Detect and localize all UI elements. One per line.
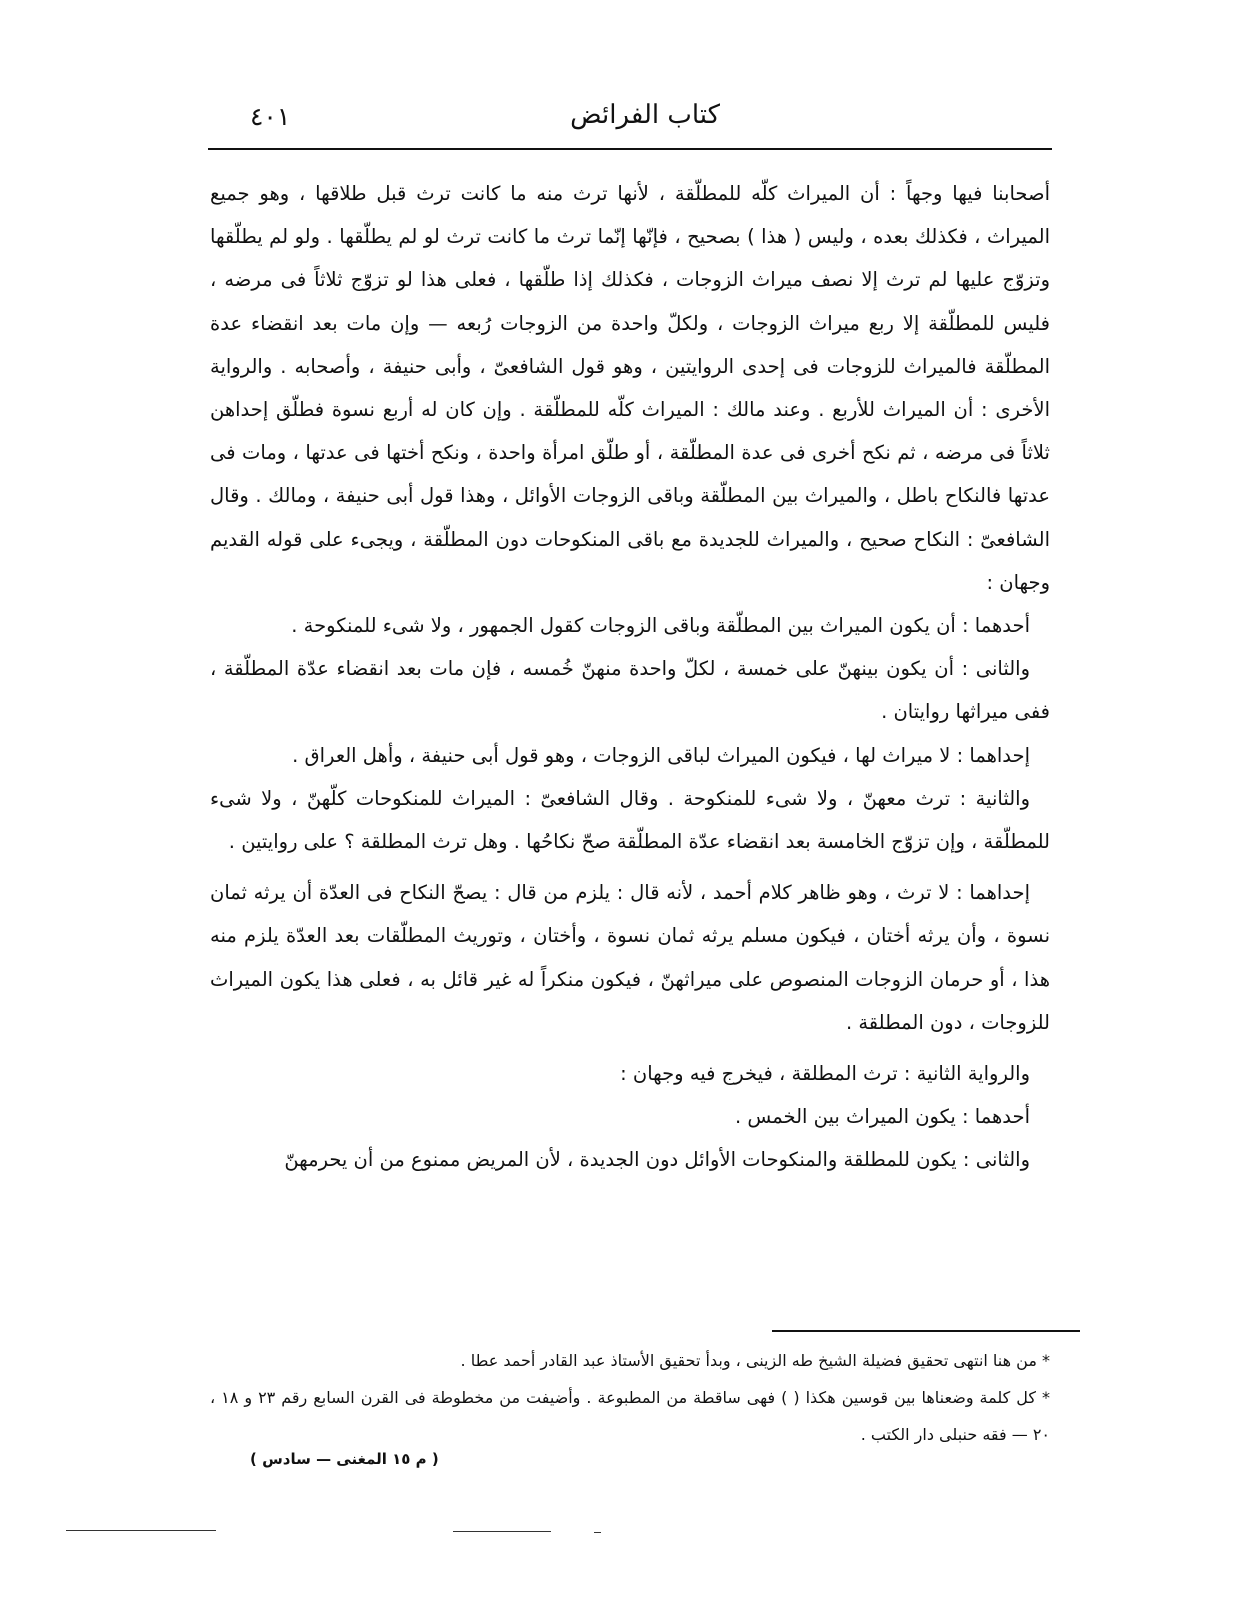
bottom-rule bbox=[66, 1530, 216, 1531]
volume-signature: ( م ١٥ المغنى — سادس ) bbox=[250, 1450, 439, 1468]
bottom-rule bbox=[453, 1531, 551, 1532]
footnote: * كل كلمة وضعناها بين قوسين هكذا ( ) فهى ساقطة من المطبوعة . وأضيفت من مخطوطة فى القرن السابع رقم ٢٣ و ١٨ ، ٢٠ — فقه حنبلى دار الكتب . bbox=[210, 1388, 1051, 1444]
paragraph: والثانى : يكون للمطلقة والمنكوحات الأوائل دون الجديدة ، لأن المريض ممنوع من أن يحرمهنّ bbox=[284, 1148, 1030, 1172]
footnotes bbox=[210, 1342, 1050, 1453]
page-header bbox=[210, 100, 1050, 140]
paragraph: إحداهما : لا ميراث لها ، فيكون الميراث لباقى الزوجات ، وهو قول أبى حنيفة ، وأهل العراق . bbox=[292, 743, 1030, 767]
paragraph: والثانى : أن يكون بينهنّ على خمسة ، لكلّ واحدة منهنّ خُمسه ، فإن مات بعد انقضاء عدّة المطلّقة ، ففى ميراثها روايتان . bbox=[210, 657, 1050, 724]
paragraph: أحدهما : يكون الميراث بين الخمس . bbox=[734, 1105, 1030, 1129]
paragraph: أحدهما : أن يكون الميراث بين المطلّقة وباقى الزوجات كقول الجمهور ، ولا شىء للمنكوحة . bbox=[291, 614, 1030, 638]
bottom-rule bbox=[594, 1532, 601, 1533]
footnote: * من هنا انتهى تحقيق فضيلة الشيخ طه الزينى ، وبدأ تحقيق الأستاذ عبد القادر أحمد عطا . bbox=[460, 1351, 1050, 1370]
footnote-rule bbox=[772, 1330, 1080, 1332]
paragraph: والرواية الثانية : ترث المطلقة ، فيخرج فيه وجهان : bbox=[620, 1062, 1030, 1086]
main-text bbox=[210, 172, 1050, 1182]
running-title: كتاب الفرائض bbox=[570, 100, 720, 130]
paragraph: أصحابنا فيها وجهاً : أن الميراث كلّه للمطلّقة ، لأنها ترث منه ما كانت ترث قبل طلاقها ، وهو جميع الميراث ، فكذلك بعده ، وليس ( هذا ) بصحيح ، فإنّها إنّما ترث ما كانت ترث لو لم يطلّقها . ولو لم يطلّقها وتزوّج عليها لم ترث إلا نصف ميراث الزوجات ، فكذلك إذا طلّقها ، فعلى هذا لو تزوّج ثلاثاً فى مرضه ، فليس للمطلّقة إلا ربع ميراث الزوجات ، ولكلّ واحدة من الزوجات رُبعه — وإن مات بعد انقضاء عدة المطلّقة فالميراث للزوجات فى إحدى الروايتين ، وهو قول الشافعىّ ، وأبى حنيفة ، وأصحابه . والرواية الأخرى : أن الميراث للأربع . وعند مالك : الميراث كلّه للمطلّقة . وإن كان له أربع نسوة فطلّق إحداهن ثلاثاً فى مرضه ، ثم نكح أخرى فى عدة المطلّقة ، أو طلّق امرأة واحدة ، ونكح أختها فى عدتها ، ومات فى عدتها فالنكاح باطل ، والميراث بين المطلّقة وباقى الزوجات الأوائل ، وهذا قول أبى حنيفة ، ومالك . وقال الشافعىّ : النكاح صحيح ، والميراث للجديدة مع باقى المنكوحات دون المطلّقة ، ويجىء على قوله القديم وجهان : bbox=[210, 182, 1050, 594]
page-number: ٤٠١ bbox=[250, 102, 291, 131]
paragraph: إحداهما : لا ترث ، وهو ظاهر كلام أحمد ، لأنه قال : يلزم من قال : يصحّ النكاح فى العدّة أن يرثه ثمان نسوة ، وأن يرثه أختان ، فيكون مسلم يرثه ثمان نسوة ، وأختان ، وتوريث المطلّقات بعد العدّة يلزم منه هذا ، أو حرمان الزوجات المنصوص على ميراثهنّ ، فيكون منكراً له غير قائل به ، فعلى هذا يكون الميراث للزوجات ، دون المطلقة . bbox=[210, 881, 1050, 1034]
header-rule bbox=[208, 148, 1052, 150]
paragraph: والثانية : ترث معهنّ ، ولا شىء للمنكوحة . وقال الشافعىّ : الميراث للمنكوحات كلّهنّ ، ولا شىء للمطلّقة ، وإن تزوّج الخامسة بعد انقضاء عدّة المطلّقة صحّ نكاحُها . وهل ترث المطلقة ؟ على روايتين . bbox=[210, 786, 1050, 854]
